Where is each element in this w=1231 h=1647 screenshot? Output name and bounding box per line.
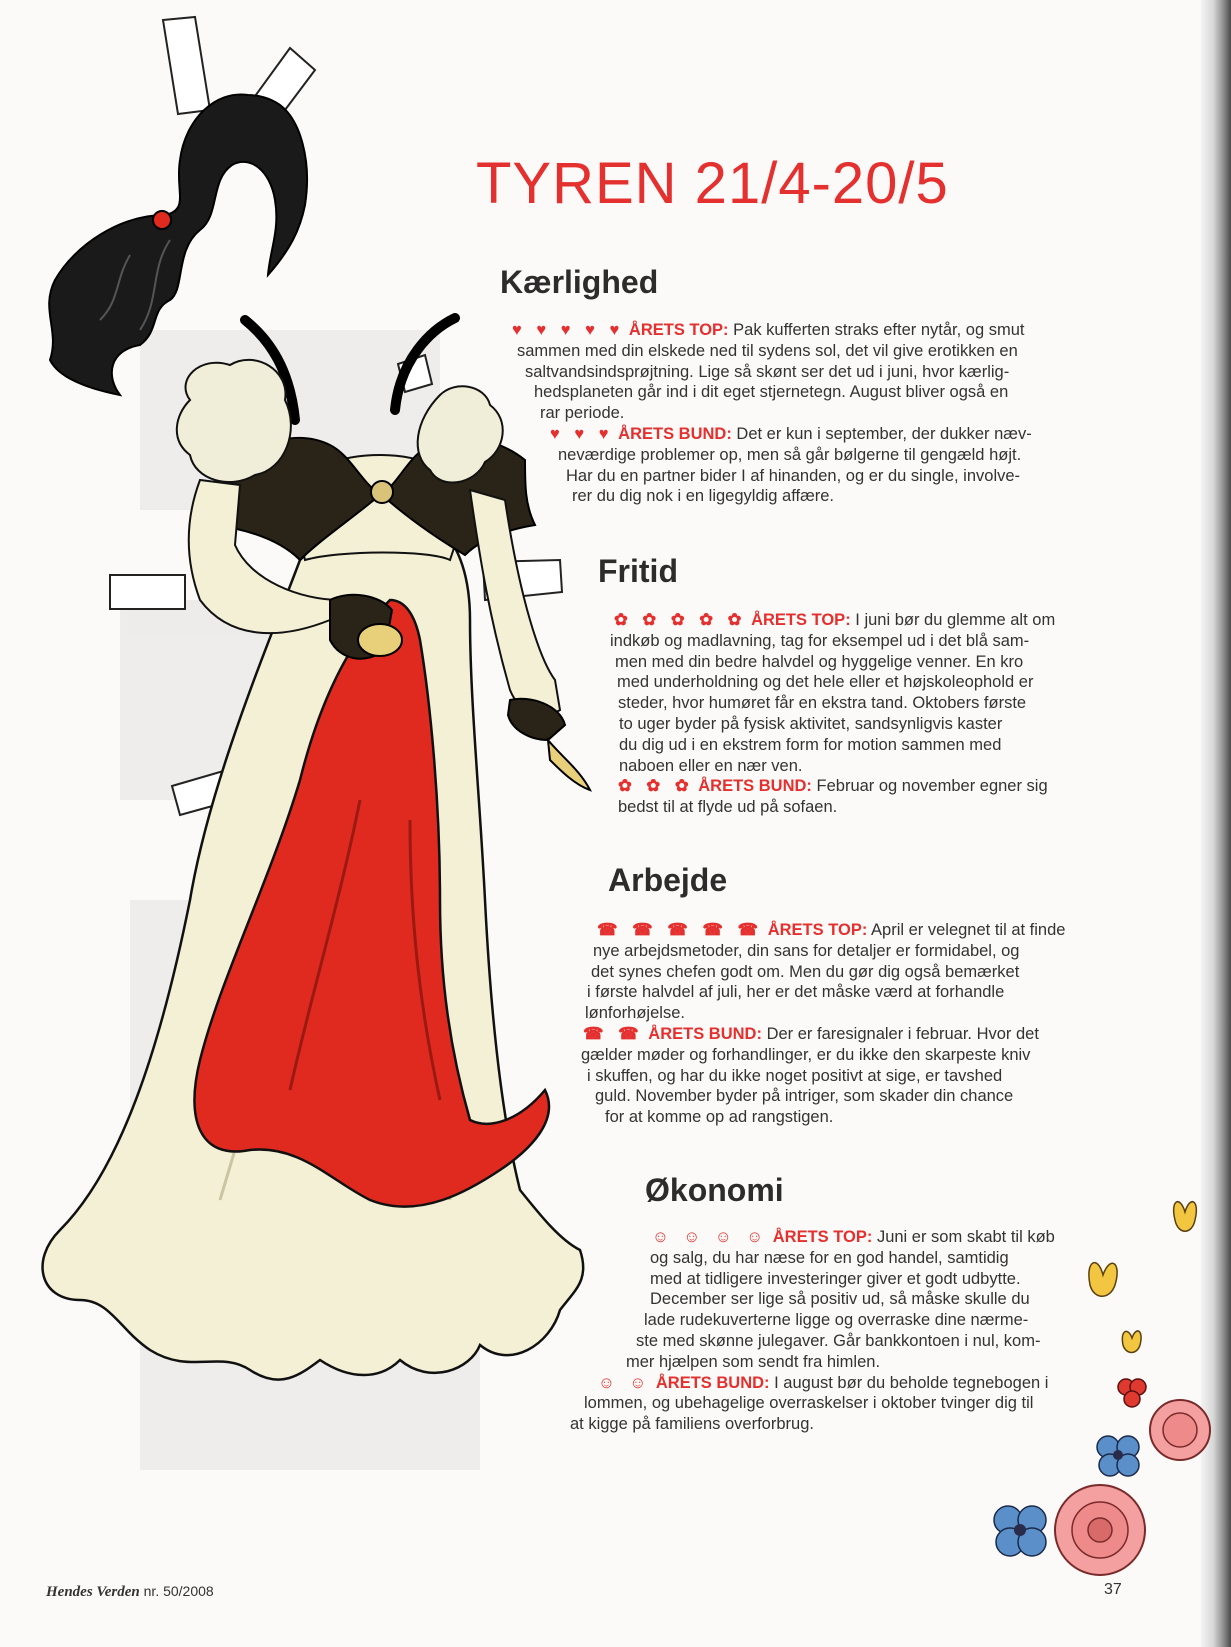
page-number: 37 bbox=[1104, 1581, 1122, 1598]
section-heading-okonomi: Økonomi bbox=[645, 1172, 784, 1208]
text-line: nye arbejdsmetoder, din sans for detaljer er formidabel, og bbox=[593, 941, 1020, 960]
text-line: i første halvdel af juli, her er det måske værd at forhandle bbox=[587, 983, 1005, 1002]
section-body-okonomi bbox=[570, 1227, 1055, 1435]
text-line bbox=[614, 610, 1055, 631]
text-line: lommen, og ubehagelige overraskelser i oktober tvinger dig til bbox=[584, 1394, 1034, 1413]
text-line: to uger byder på fysisk aktivitet, sandsynligvis kaster bbox=[619, 714, 1003, 733]
arets-top-label: ÅRETS TOP: bbox=[628, 321, 729, 339]
text-line: lade rudekuverterne ligge og overraske dine nærme- bbox=[644, 1311, 1029, 1330]
heart-rating-icons: ♥ ♥ ♥ ♥ ♥ bbox=[512, 321, 625, 339]
text-line bbox=[583, 1024, 1065, 1045]
text-line: steder, hvor humøret får en ekstra tand. Oktobers første bbox=[618, 694, 1027, 713]
flower-rating-icons: ✿ ✿ ✿ bbox=[618, 777, 694, 796]
arets-top-label: ÅRETS TOP: bbox=[772, 1228, 873, 1246]
text-line: lønforhøjelse. bbox=[585, 1004, 685, 1023]
section-body-arbejde bbox=[581, 920, 1066, 1128]
text-line bbox=[597, 920, 1065, 941]
phone-rating-icons: ☎ ☎ ☎ ☎ ☎ bbox=[597, 921, 764, 939]
text-line: i skuffen, og har du ikke noget positivt at sige, er tavshed bbox=[587, 1066, 1003, 1085]
text-line: ste med skønne julegaver. Går bankkontoen i nul, kom- bbox=[636, 1331, 1041, 1350]
section-body-fritid bbox=[610, 610, 1055, 818]
text-line bbox=[652, 1227, 1055, 1248]
text-line: naboen eller en nær ven. bbox=[619, 756, 803, 775]
text-line: det synes chefen godt om. Men du gør dig også bemærket bbox=[591, 962, 1020, 981]
text-line: gælder møder og forhandlinger, er du ikke den skarpeste kniv bbox=[581, 1045, 1031, 1064]
text-fragment: I juni bør du glemme alt om bbox=[855, 611, 1056, 629]
smiley-rating-icons: ☺ ☺ ☺ ☺ bbox=[652, 1228, 769, 1246]
text-line: rar periode. bbox=[540, 404, 625, 423]
text-line: rer du dig nok i en ligegyldig affære. bbox=[572, 487, 835, 506]
text-line: neværdige problemer op, men så går bølgerne til gengæld højt. bbox=[558, 445, 1022, 464]
text-fragment: Pak kufferten straks efter nytår, og smut bbox=[733, 321, 1025, 339]
text-line: bedst til at flyde ud på sofaen. bbox=[618, 798, 838, 817]
magazine-name: Hendes Verden bbox=[46, 1584, 140, 1600]
text-line: saltvandsindsprøjtning. Lige så skønt ser det ud i juni, hvor kærlig- bbox=[525, 362, 1010, 381]
phone-rating-icons: ☎ ☎ bbox=[583, 1024, 644, 1043]
footer-magazine bbox=[46, 1583, 214, 1601]
text-line: med underholdning og det hele eller et højskoleophold er bbox=[617, 673, 1034, 692]
text-line: for at komme op ad rangstigen. bbox=[605, 1108, 834, 1127]
text-line: at kigge på familiens overforbrug. bbox=[570, 1415, 814, 1434]
yellow-tulips bbox=[1089, 1202, 1196, 1353]
text-line: du dig ud i en ekstrem form for motion sammen med bbox=[619, 735, 1002, 754]
arets-top-label: ÅRETS TOP: bbox=[767, 921, 868, 939]
rose-large bbox=[1055, 1485, 1145, 1575]
text-line: og salg, du har næse for en god handel, samtidig bbox=[650, 1248, 1009, 1267]
text-fragment: Februar og november egner sig bbox=[816, 777, 1048, 796]
blue-flower-2 bbox=[1097, 1436, 1139, 1476]
arets-bund-label: ÅRETS BUND: bbox=[655, 1373, 770, 1392]
arets-bund-label: ÅRETS BUND: bbox=[698, 777, 812, 796]
text-fragment: I august bør du beholde tegnebogen i bbox=[774, 1373, 1049, 1392]
section-body-kaerlighed bbox=[510, 320, 1032, 507]
arets-bund-label: ÅRETS BUND: bbox=[618, 424, 732, 443]
flower-rating-icons: ✿ ✿ ✿ ✿ ✿ bbox=[614, 611, 747, 629]
text-line: hedsplaneten går ind i dit eget stjernetegn. August bliver også en bbox=[534, 383, 1009, 402]
text-fragment: Det er kun i september, der dukker næv- bbox=[736, 424, 1032, 443]
heart-rating-icons: ♥ ♥ ♥ bbox=[550, 424, 614, 443]
text-fragment: April er velegnet til at finde bbox=[871, 921, 1066, 939]
text-line bbox=[618, 776, 1055, 797]
text-line: December ser lige så positiv ud, så måske skulle du bbox=[650, 1290, 1030, 1309]
section-heading-kaerlighed: Kærlighed bbox=[500, 264, 659, 300]
text-line: indkøb og madlavning, tag for eksempel ud i det blå sam- bbox=[610, 631, 1030, 650]
text-line: men med din bedre halvdel og hyggelige venner. En kro bbox=[615, 652, 1024, 671]
rose-small bbox=[1150, 1400, 1210, 1460]
text-line: sammen med din elskede ned til sydens sol, det vil give erotikken en bbox=[517, 341, 1018, 360]
arets-top-label: ÅRETS TOP: bbox=[751, 611, 851, 629]
page-title: TYREN 21/4-20/5 bbox=[476, 151, 949, 216]
smiley-rating-icons: ☺ ☺ bbox=[598, 1373, 652, 1392]
text-line bbox=[512, 320, 1032, 341]
text-line bbox=[550, 424, 1032, 445]
text-line: mer hjælpen som sendt fra himlen. bbox=[626, 1352, 881, 1371]
text-line: med at tidligere investeringer giver et godt udbytte. bbox=[650, 1269, 1021, 1288]
arets-bund-label: ÅRETS BUND: bbox=[648, 1024, 762, 1043]
text-fragment: Juni er som skabt til køb bbox=[876, 1228, 1055, 1246]
text-fragment: Der er faresignaler i februar. Hvor det bbox=[766, 1024, 1039, 1043]
issue-number: nr. 50/2008 bbox=[143, 1583, 214, 1599]
section-heading-fritid: Fritid bbox=[598, 553, 678, 589]
text-line: guld. November byder på intriger, som skader din chance bbox=[595, 1087, 1014, 1106]
blue-flower-1 bbox=[994, 1506, 1046, 1556]
section-heading-arbejde: Arbejde bbox=[608, 862, 728, 898]
red-bud bbox=[1118, 1379, 1146, 1407]
text-line: Har du en partner bider I af hinanden, og er du single, involve- bbox=[566, 466, 1021, 485]
text-line bbox=[598, 1373, 1055, 1394]
